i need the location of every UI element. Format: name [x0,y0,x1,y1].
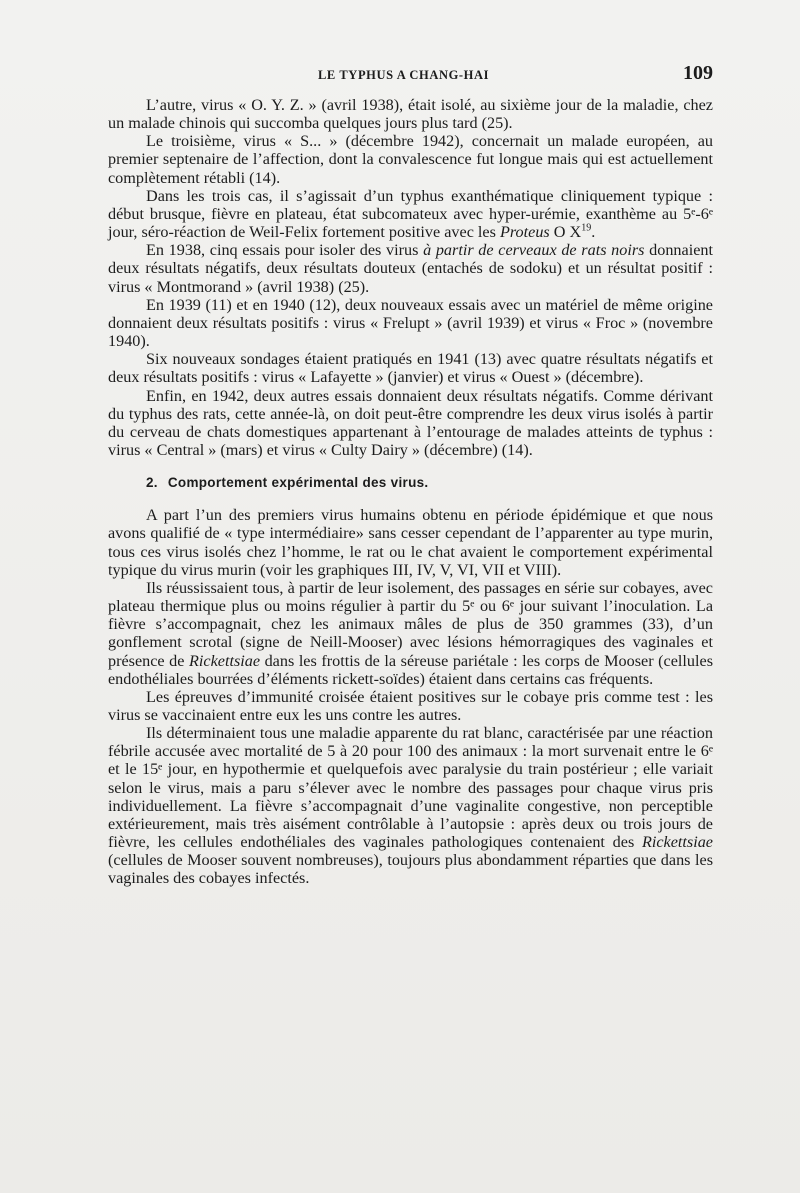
paragraph-white-rat [108,724,713,887]
section-number: 2. [146,475,158,491]
text-span: En 1938, cinq essais pour isoler des virus [146,241,424,260]
text-span: Ils déterminaient tous une maladie apparente du rat blanc, caractérisée par une réaction fébrile accusée avec mortalité de 5 à 20 pour 100 des animaux : la mort survenait entre le 6ᵉ et le 15ᵉ jour, en hypothermie et quelquefois avec paralysie du train postérieur ; elle variait selon le virus, mais a paru s’élever avec le nombre des passages pour chaque virus pris individuellement. La fièvre s’accompagnait d’une vaginalite congestive, non perceptible extérieurement, mais très aisément contrôlable à l’autopsie : après deux ou trois jours de fièvre, les cellules endothéliales des vaginales pathologiques contenaient des [108,724,713,852]
paragraph-virus-oyz: L’autre, virus « O. Y. Z. » (avril 1938), était isolé, au sixième jour de la maladie, chez un malade chinois qui succomba quelques jours plus tard (25). [108,96,713,133]
running-title: LE TYPHUS A CHANG-HAI [318,68,490,82]
section-title: Comportement expérimental des virus. [167,475,429,491]
paragraph-cobayes [108,579,713,688]
text-span: O X [549,223,582,242]
paragraph-virus-s: Le troisième, virus « S... » (décembre 1942), concernait un malade européen, au premier septenaire de l’affection, dont la convalescence fut longue mais qui est actuellement complètement rétabli (14). [108,132,713,187]
text-span: . [591,223,596,242]
italic-phrase: à partir de cerveaux de rats noirs [423,241,645,260]
paragraph-1942: Enfin, en 1942, deux autres essais donnaient deux résultats négatifs. Comme dérivant du typhus des rats, cette année-là, on doit peut-être comprendre les deux virus isolés à partir du cerveau de chats domestiques appartenant à l’entourage de malades atteints de typhus : virus « Central » (mars) et virus « Culty Dairy » (décembre) (14). [108,386,713,459]
paragraph-three-cases [108,187,713,241]
italic-term: Rickettsiae [641,833,713,852]
page-number: 109 [683,62,713,84]
italic-term: Rickettsiae [189,651,261,670]
superscript: 19 [581,222,592,234]
text-span: donnaient deux résultats négatifs, deux résultats douteux (entachés de sodoku) et un résultat positif : virus « Montmorand » (avril 1938) (25). [108,241,713,296]
body-text [108,96,713,888]
paragraph-1941: Six nouveaux sondages étaient pratiqués en 1941 (13) avec quatre résultats négatifs et deux résultats positifs : virus « Lafayette » (janvier) et virus « Ouest » (décembre). [108,350,713,387]
text-span: Ils réussissaient tous, à partir de leur isolement, des passages en série sur cobayes, avec plateau thermique plus ou moins régulier à partir du 5ᵉ ou 6ᵉ jour suivant l’inoculation. La fièvre s’accompagnait, chez les animaux mâles de plus de 350 grammes (33), d’un gonflement scrotal (signe de Neill-Mooser) avec lésions hémorragiques des vaginales et présence de [108,578,713,670]
paragraph-1938-rats [108,241,713,295]
paragraph-immunity: Les épreuves d’immunité croisée étaient positives sur le cobaye pris comme test : les virus se vaccinaient entre eux les uns contre les autres. [108,687,713,724]
text-span: Dans les trois cas, il s’agissait d’un typhus exanthématique cliniquement typique : début brusque, fièvre en plateau, état subcomateux avec hyper-urémie, exanthème au 5ᵉ-6ᵉ jour, séro-réaction de Weil-Felix fortement positive avec les [108,186,713,242]
text-span: dans les frottis de la séreuse pariétale : les corps de Mooser (cellules endothéliales bourrées d’éléments rickett-soïdes) étaient dans certains cas fréquents. [108,651,713,688]
paragraph-murine-type: A part l’un des premiers virus humains obtenu en période épidémique et que nous avons qualifié de « type intermédiaire» sans cesser cependant de l’apparenter au type murin, tous ces virus isolés chez l’homme, le rat ou le chat avaient le comportement expérimental typique du virus murin (voir les graphiques III, IV, V, VI, VII et VIII). [108,506,713,579]
text-span: (cellules de Mooser souvent nombreuses), toujours plus abondamment réparties que dans les vaginales des cobayes infectés. [108,851,713,888]
section-heading [108,474,713,492]
italic-term: Proteus [499,223,550,242]
page-header [108,62,713,90]
paragraph-1939-1940: En 1939 (11) et en 1940 (12), deux nouveaux essais avec un matériel de même origine donnaient deux résultats positifs : virus « Frelupt » (avril 1939) et virus « Froc » (novembre 1940). [108,295,713,351]
